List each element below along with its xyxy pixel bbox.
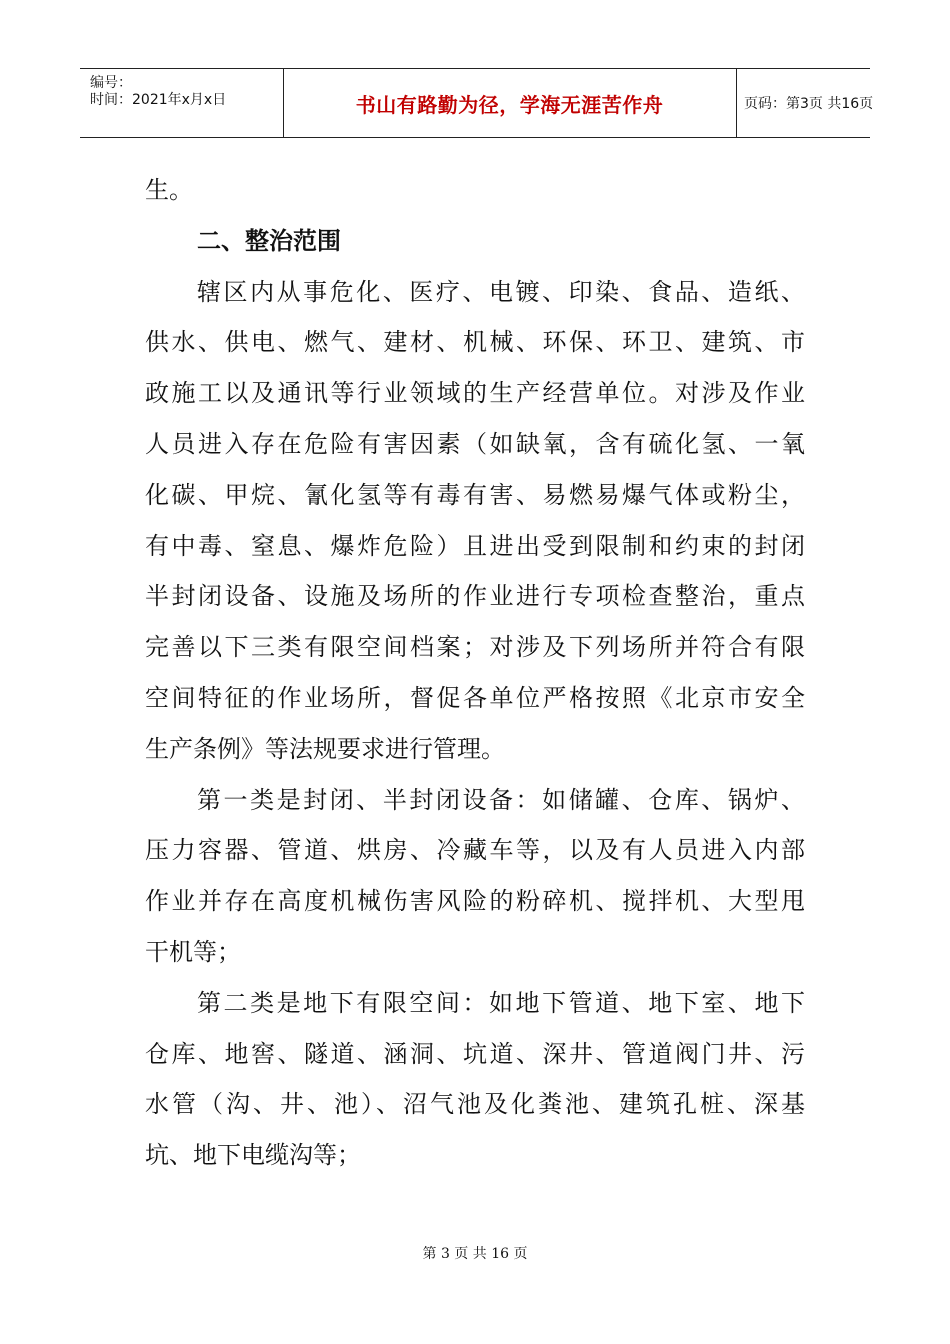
- paragraph-line: 第二类是地下有限空间：如地下管道、地下室、地下: [197, 988, 805, 1017]
- paragraph-line: 政施工以及通讯等行业领域的生产经营单位。对涉及作业: [145, 379, 805, 408]
- paragraph-line: 人员进入存在危险有害因素（如缺氧，含有硫化氢、一氧: [145, 429, 805, 458]
- paragraph-line: 压力容器、管道、烘房、冷藏车等，以及有人员进入内部: [145, 836, 805, 865]
- paragraph-line: 辖区内从事危化、医疗、电镀、印染、食品、造纸、: [197, 277, 805, 306]
- paragraph-line: 生。: [145, 176, 193, 204]
- paragraph-line: 有中毒、窒息、爆炸危险）且进出受到限制和约束的封闭: [145, 531, 805, 560]
- paragraph-line: 坑、地下电缆沟等；: [145, 1141, 361, 1170]
- header-page-cell: [736, 69, 874, 137]
- document-number-label: 编号：: [90, 75, 132, 91]
- paragraph-line: 干机等；: [145, 937, 241, 966]
- paragraph-line: 空间特征的作业场所，督促各单位严格按照《北京市安全: [145, 683, 805, 712]
- paragraph-line: 完善以下三类有限空间档案；对涉及下列场所并符合有限: [145, 633, 805, 662]
- paragraph-line: 仓库、地窖、隧道、涵洞、坑道、深井、管道阀门井、污: [145, 1039, 805, 1068]
- paragraph-line: 化碳、甲烷、氰化氢等有毒有害、易燃易爆气体或粉尘，: [145, 480, 805, 509]
- page-footer: 第 3 页 共 16 页: [422, 1246, 528, 1262]
- paragraph-line: 供水、供电、燃气、建材、机械、环保、环卫、建筑、市: [145, 328, 805, 357]
- paragraph-line: 第一类是封闭、半封闭设备：如储罐、仓库、锅炉、: [197, 785, 805, 814]
- document-body: [145, 165, 805, 1181]
- paragraph-line: 半封闭设备、设施及场所的作业进行专项检查整治，重点: [145, 582, 805, 611]
- header-page-info: 页码：第3页 共16页: [744, 96, 874, 112]
- paragraph-line: 生产条例》等法规要求进行管理。: [145, 734, 505, 763]
- document-header: [80, 68, 874, 138]
- header-motto-cell: [283, 69, 737, 137]
- section-heading: 二、整治范围: [197, 226, 341, 255]
- header-meta-cell: [80, 69, 284, 137]
- header-motto: 书山有路勤为径，学海无涯苦作舟: [355, 93, 664, 117]
- paragraph-line: 作业并存在高度机械伤害风险的粉碎机、搅拌机、大型甩: [145, 887, 805, 916]
- document-time-label: 时间：2021年x月x日: [90, 92, 227, 108]
- paragraph-line: 水管（沟、井、池）、沼气池及化粪池、建筑孔桩、深基: [145, 1090, 805, 1119]
